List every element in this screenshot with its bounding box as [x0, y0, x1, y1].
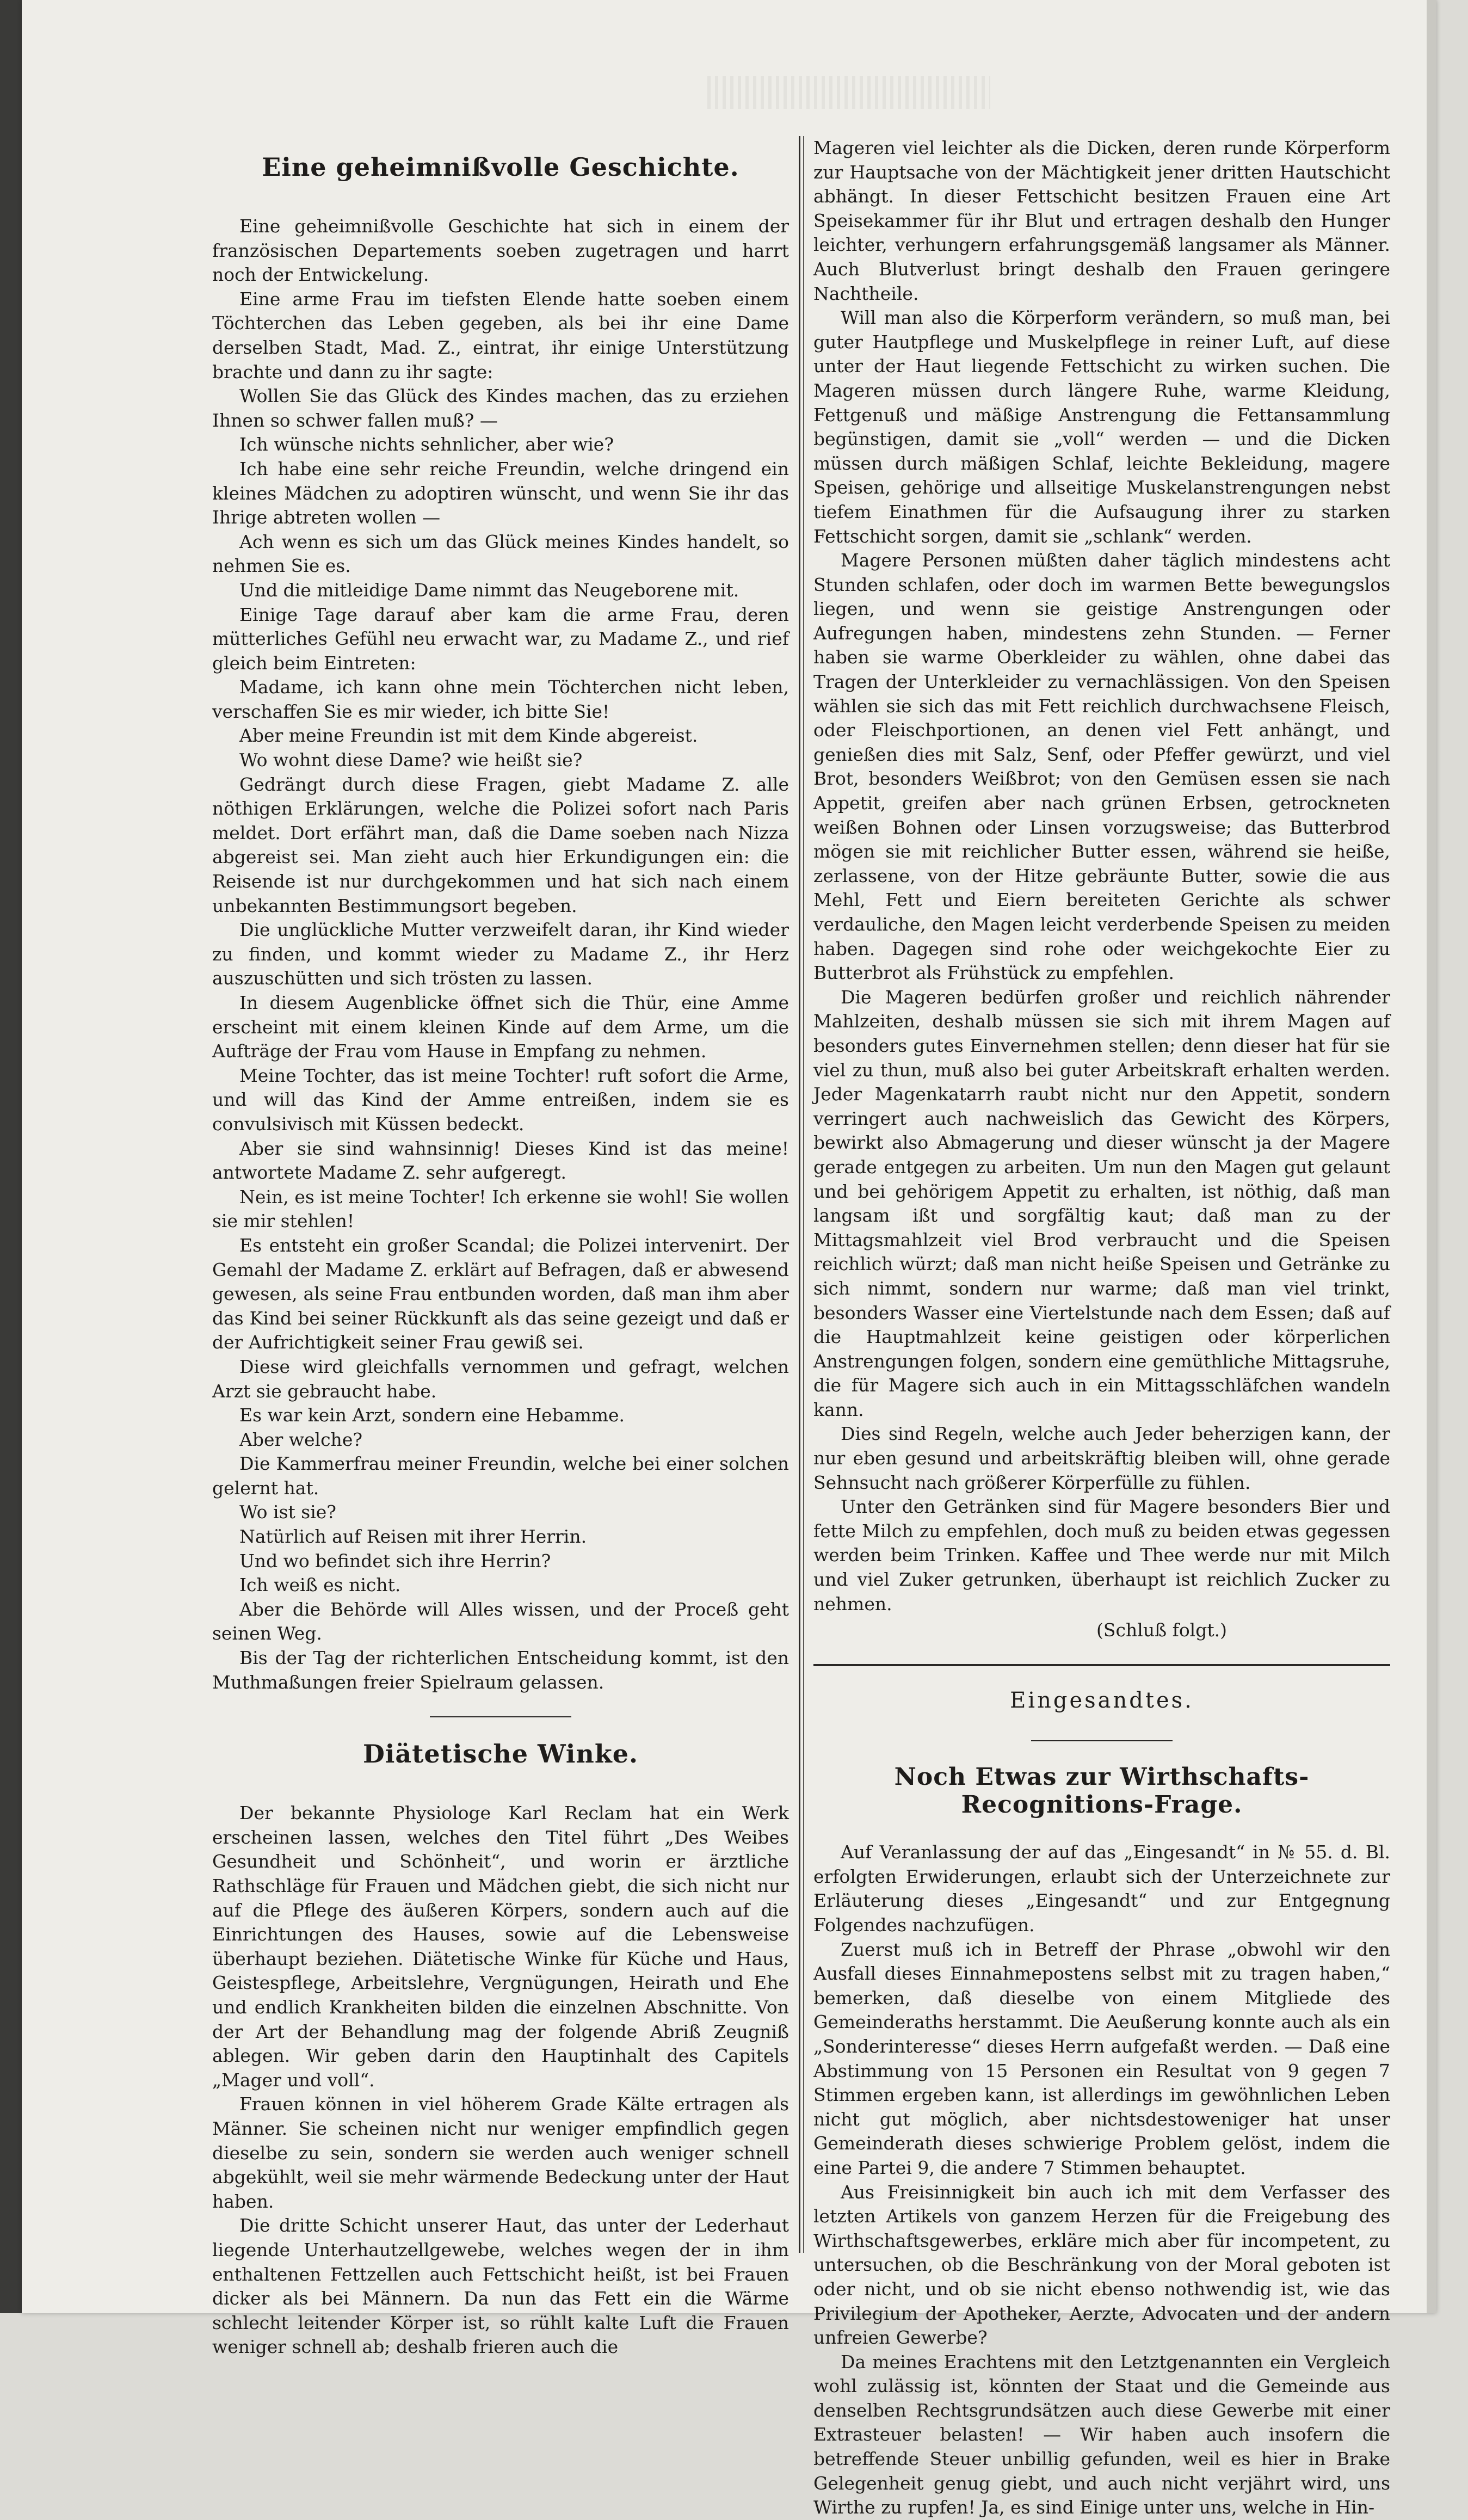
paragraph: Wo ist sie?: [239, 1501, 336, 1523]
paragraph: Ich weiß es nicht.: [239, 1574, 401, 1596]
page-right-edge: [1427, 0, 1436, 2313]
faded-stamp-mark: [707, 76, 990, 109]
paragraph: Es war kein Arzt, sondern eine Hebamme.: [239, 1404, 625, 1426]
left-column: [212, 136, 789, 2359]
story2-title: Diätetische Winke.: [363, 1739, 638, 1769]
paragraph: Ich habe eine sehr reiche Freundin, welche dringend ein kleines Mädchen zu adoptiren wünscht, und wenn Sie ihr das Ihrige abtreten wollen —: [212, 458, 789, 528]
paragraph: Frauen können in viel höherem Grade Kälte ertragen als Männer. Sie scheinen nicht nur weniger empfindlich gegen dieselbe zu sein, sondern sie werden auch weniger schnell abgekühlt, weil sie mehr wärmende Bedeckung unter der Haut haben.: [212, 2093, 789, 2212]
paragraph: Es entsteht ein großer Scandal; die Polizei intervenirt. Der Gemahl der Madame Z. erklärt auf Befragen, daß er abwesend gewesen, als seine Frau entbunden worden, daß man ihm aber das Kind bei seiner Rückkunft als das seine gezeigt und daß er der Aufrichtigkeit seiner Frau gewiß sei.: [212, 1234, 789, 1353]
paragraph: Gedrängt durch diese Fragen, giebt Madame Z. alle nöthigen Erklärungen, welche die Polizei sofort nach Paris meldet. Dort erfährt man, daß die Dame soeben nach Nizza abgereist sei. Man zieht auch hier Erkundigungen ein: die Reisende ist nur durchgekommen und hat sich nach einem unbekannten Bestimmungsort begeben.: [212, 773, 789, 916]
paragraph: Die Mageren bedürfen großer und reichlich nährender Mahlzeiten, deshalb müssen sie sich mit ihrem Magen auf besonders gutes Einvernehmen stellen; denn dieser hat für sie viel zu thun, muß also bei guter Arbeitskraft erhalten werden. Jeder Magenkatarrh raubt nicht nur den Appetit, sondern verringert auch nachweislich das Gewicht des Körpers, bewirkt also Abmagerung und dieser wünscht ja der Magere gerade entgegen zu arbeiten. Um nun den Magen gut gelaunt und bei gehörigem Appetit zu erhalten, ist nöthig, daß man langsam ißt und sorgfältig kaut; daß man zu der Mittagsmahlzeit viel Brod verbraucht und die Speisen reichlich würzt; daß man nicht heiße Speisen und Getränke zu sich nimmt, sondern nur warme; daß man viel trinkt, besonders Wasser eine Viertelstunde nach dem Essen; daß auf die Hauptmahlzeit keine geistigen oder körperlichen Anstrengungen folgen, sondern eine gemüthliche Mittagsruhe, die für Magere sich auch in ein Mittagsschläfchen wandeln kann.: [813, 986, 1390, 1420]
paragraph: Dies sind Regeln, welche auch Jeder beherzigen kann, der nur eben gesund und arbeitskräftig bleiben will, ohne gerade Sehnsucht nach größerer Körperfülle zu fühlen.: [813, 1423, 1390, 1493]
paragraph: Ich wünsche nichts sehnlicher, aber wie?: [239, 434, 614, 455]
paragraph: Eine arme Frau im tiefsten Elende hatte soeben einem Töchterchen das Leben gegeben, als bei ihr eine Dame derselben Stadt, Mad. Z., eintrat, ihr einige Unterstützung brachte und dann zu ihr sagte:: [212, 288, 789, 383]
story1-body: [212, 214, 789, 1695]
paragraph: Auf Veranlassung der auf das „Eingesandt“ in № 55. d. Bl. erfolgten Erwiderungen, erlaubt sich der Unterzeichnete zur Erläuterung dieses „Eingesandt“ und zur Entgegnung Folgendes nachzufügen.: [813, 1841, 1390, 1936]
column-divider: [799, 136, 800, 2253]
paragraph: Bis der Tag der richterlichen Entscheidung kommt, ist den Muthmaßungen freier Spielraum gelassen.: [212, 1647, 789, 1693]
paragraph: Nein, es ist meine Tochter! Ich erkenne sie wohl! Sie wollen sie mir stehlen!: [212, 1186, 789, 1232]
separator-line: [1031, 1740, 1173, 1741]
paragraph: Aber welche?: [239, 1428, 363, 1450]
paragraph: Wo wohnt diese Dame? wie heißt sie?: [239, 749, 583, 771]
paragraph: Magere Personen müßten daher täglich mindestens acht Stunden schlafen, oder doch im warmen Bette bewegungslos liegen, und wenn sie geistige Anstrengungen oder Aufregungen haben, mindestens zehn Stunden. — Ferner haben sie warme Oberkleider zu wählen, ohne dabei das Tragen der Unterkleider zu vernachlässigen. Von den Speisen wählen sie sich das mit Fett reichlich durchwachsene Fleisch, oder Fleischportionen, an denen viel Fett anhängt, und genießen dies mit Salz, Senf, oder Pfeffer gewürzt, und viel Brot, besonders Weißbrot; von den Gemüsen essen sie nach Appetit, greifen aber nach grünen Erbsen, getrockneten weißen Bohnen oder Linsen vorzugsweise; das Butterbrod mögen sie mit reichlicher Butter essen, während sie heiße, zerlassene, von der Hitze gebräunte Butter, sowie die aus Mehl, Fett und Eiern bereiteten Gerichte als schwer verdauliche, den Magen leicht verderbende Speisen zu meiden haben. Dagegen sind rohe oder weichgekochte Eier zu Butterbrot als Frühstück zu empfehlen.: [813, 550, 1390, 984]
paragraph: Unter den Getränken sind für Magere besonders Bier und fette Milch zu empfehlen, doch muß zu beiden etwas gegessen werden beim Trinken. Kaffee und Thee werde nur mit Milch und viel Zuker getrunken, überhaupt ist reichlich Zucker zu nehmen.: [813, 1496, 1390, 1615]
paragraph: Der bekannte Physiologe Karl Reclam hat ein Werk erscheinen lassen, welches den Titel führt „Des Weibes Gesundheit und Schönheit“, und worin er ärztliche Rathschläge für Frauen und Mädchen giebt, die sich nicht nur auf die Pflege des äußeren Körpers, sondern auch auf die Einrichtungen des Hauses, sowie auf die Lebensweise überhaupt beziehen. Diätetische Winke für Küche und Haus, Geistespflege, Arbeitslehre, Vergnügungen, Heirath und Ehe und endlich Krankheiten bilden die einzelnen Abschnitte. Von der Art der Behandlung mag der folgende Abriß Zeugniß ablegen. Wir geben darin den Hauptinhalt des Capitels „Mager und voll“.: [212, 1802, 789, 2091]
paragraph: Meine Tochter, das ist meine Tochter! ruft sofort die Arme, und will das Kind der Amme entreißen, indem sie es convulsivisch mit Küssen bedeckt.: [212, 1064, 789, 1135]
paragraph: Die unglückliche Mutter verzweifelt daran, ihr Kind wieder zu finden, und kommt wieder zu Madame Z., ihr Herz auszuschütten und sich trösten zu lassen.: [212, 919, 789, 989]
article-title: Noch Etwas zur Wirthschafts-Recognitions-Frage.: [894, 1763, 1310, 1819]
paragraph: Will man also die Körperform verändern, so muß man, bei guter Hautpflege und Muskelpflege in reiner Luft, auf diese unter der Haut liegende Fettschicht zu wirken suchen. Die Mageren müssen durch längere Ruhe, warme Kleidung, Fettgenuß und mäßige Anstrengung die Fettansammlung begünstigen, damit sie „voll“ werden — und die Dicken müssen durch mäßigen Schlaf, leichte Bekleidung, magere Speisen, gehörige und allseitige Muskelanstrengungen nebst tiefem Einathmen für die Aufsaugung ihrer zu starken Fettschicht sorgen, damit sie „schlank“ werden.: [813, 307, 1390, 547]
paragraph: Aber sie sind wahnsinnig! Dieses Kind ist das meine! antwortete Madame Z. sehr aufgeregt.: [212, 1137, 789, 1184]
paragraph: Aber die Behörde will Alles wissen, und der Proceß geht seinen Weg.: [212, 1598, 789, 1644]
paragraph: Zuerst muß ich in Betreff der Phrase „obwohl wir den Ausfall dieses Einnahmepostens selbst mit zu tragen haben,“ bemerken, daß dieselbe von einem Mitgliede des Gemeinderaths herstammt. Die Aeußerung konnte auch als ein „Sonderinteresse“ dieses Herrn aufgefaßt werden. — Daß eine Abstimmung von 15 Personen ein Resultat von 9 gegen 7 Stimmen ergeben kann, ist allerdings im gewöhnlichen Leben nicht gut möglich, aber nichtsdestoweniger hat unser Gemeinderath dieses schwierige Problem gelöst, indem die eine Partei 9, die andere 7 Stimmen behauptet.: [813, 1938, 1390, 2178]
paragraph: Eine geheimnißvolle Geschichte hat sich in einem der französischen Departements soeben zugetragen und harrt noch der Entwickelung.: [212, 215, 789, 286]
paragraph: Ach wenn es sich um das Glück meines Kindes handelt, so nehmen Sie es.: [212, 531, 789, 577]
scan-binding-edge: [0, 0, 22, 2313]
paragraph: Mageren viel leichter als die Dicken, deren runde Körperform zur Hauptsache von der Mächtigkeit jener dritten Hautschicht abhängt. In dieser Fettschicht besitzen Frauen eine Art Speisekammer für ihr Blut und ertragen deshalb den Hunger leichter, verhungern erfahrungsgemäß langsamer als Männer. Auch Blutverlust bringt deshalb den Frauen geringere Nachtheile.: [813, 137, 1390, 304]
continuation-body: [813, 136, 1390, 1616]
separator-line: [430, 1716, 571, 1717]
paragraph: Einige Tage darauf aber kam die arme Frau, deren mütterliches Gefühl neu erwacht war, zu Madame Z., und rief gleich beim Eintreten:: [212, 603, 789, 674]
paragraph: Und die mitleidige Dame nimmt das Neugeborene mit.: [239, 579, 739, 601]
section-heading: Eingesandtes.: [1010, 1688, 1194, 1714]
paragraph: In diesem Augenblicke öffnet sich die Thür, eine Amme erscheint mit einem kleinen Kinde auf dem Arme, um die Aufträge der Frau vom Hause in Empfang zu nehmen.: [212, 992, 789, 1062]
paragraph: Aber meine Freundin ist mit dem Kinde abgereist.: [239, 725, 698, 747]
right-column: [813, 136, 1390, 2520]
paragraph: Die Kammerfrau meiner Freundin, welche bei einer solchen gelernt hat.: [212, 1453, 789, 1499]
paragraph: Da meines Erachtens mit den Letztgenannten ein Vergleich wohl zulässig ist, könnten der Staat und die Gemeinde aus denselben Rechtsgrundsätzen auch diese Gewerbe mit einer Extrasteuer belasten! — Wir haben auch insofern die betreffende Steuer unbillig gefunden, weil es hier in Brake Gelegenheit genug giebt, und auch nicht verjährt wird, uns Wirthe zu rupfen! Ja, es sind Einige unter uns, welche in Hin-: [813, 2351, 1390, 2518]
column-divider-thin: [803, 136, 804, 2253]
paragraph: Die dritte Schicht unserer Haut, das unter der Lederhaut liegende Unterhautzellgewebe, welches wegen der in ihm enthaltenen Fettzellen auch Fettschicht heißt, ist bei Frauen dicker als bei Männern. Da nun das Fett ein die Wärme schlecht leitender Körper ist, so rühlt kalte Luft die Frauen weniger schnell ab; deshalb frieren auch die: [212, 2215, 789, 2358]
story2-body: [212, 1801, 789, 2359]
paragraph: Diese wird gleichfalls vernommen und gefragt, welchen Arzt sie gebraucht habe.: [212, 1355, 789, 1402]
story1-title: Eine geheimnißvolle Geschichte.: [262, 152, 739, 182]
paragraph: Wollen Sie das Glück des Kindes machen, das zu erziehen Ihnen so schwer fallen muß? —: [212, 385, 789, 431]
article-body: [813, 1840, 1390, 2520]
section-rule: [813, 1664, 1390, 1666]
paragraph: Natürlich auf Reisen mit ihrer Herrin.: [239, 1526, 587, 1548]
paragraph: Madame, ich kann ohne mein Töchterchen nicht leben, verschaffen Sie es mir wieder, ich bitte Sie!: [212, 676, 789, 722]
paragraph: Und wo befindet sich ihre Herrin?: [239, 1550, 551, 1572]
paragraph: Aus Freisinnigkeit bin auch ich mit dem Verfasser des letzten Artikels von ganzem Herzen für die Freigebung des Wirthschaftsgewerbes, erkläre mich aber für incompetent, zu untersuchen, ob die Beschränkung von der Moral geboten ist oder nicht, und ob sie nicht ebenso nothwendig ist, wie das Privilegium der Apotheker, Aerzte, Advocaten und der andern unfreien Gewerbe?: [813, 2181, 1390, 2349]
continuation-note: (Schluß folgt.): [1096, 1619, 1227, 1641]
